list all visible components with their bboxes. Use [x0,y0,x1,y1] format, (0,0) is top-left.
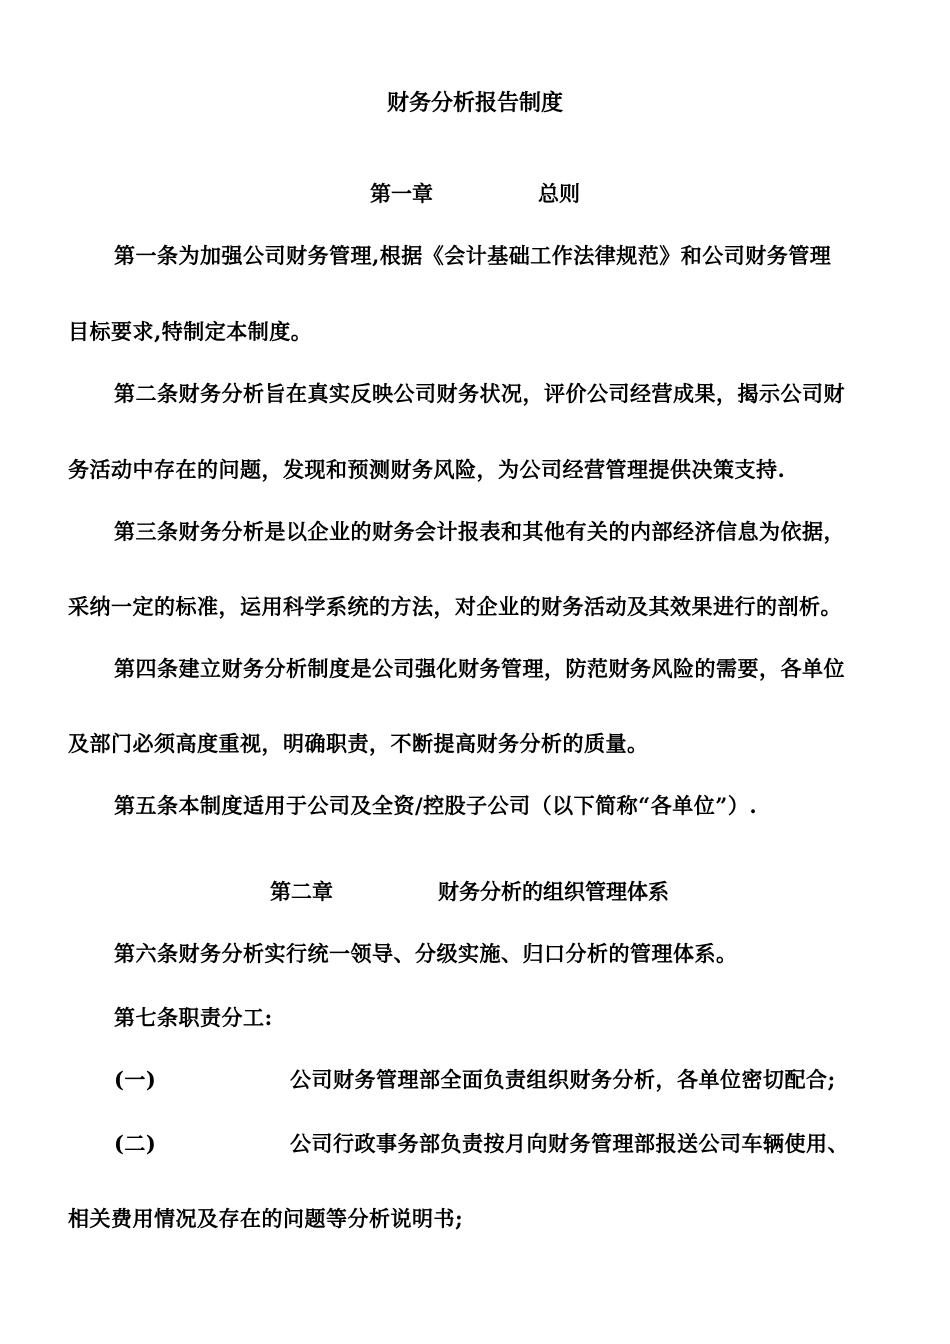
article-6-line: 第六条财务分析实行统一领导、分级实施、归口分析的管理体系。 [114,941,738,966]
item-1-text: 公司财务管理部全面负责组织财务分析，各单位密切配合; [290,1067,836,1092]
article-1-line-1: 第一条为加强公司财务管理,根据《会计基础工作法律规范》和公司财务管理 [114,243,832,268]
document-title: 财务分析报告制度 [386,90,563,116]
article-5-line: 第五条本制度适用于公司及全资/控股子公司（以下简称“各单位”）. [114,793,758,818]
article-2-line-2: 务活动中存在的问题，发现和预测财务风险，为公司经营管理提供决策支持. [68,457,786,482]
item-2-text: 公司行政事务部负责按月向财务管理部报送公司车辆使用、 [290,1131,849,1156]
item-2-label: (二) [114,1131,157,1156]
article-3-line-2: 采纳一定的标准，运用科学系统的方法，对企业的财务活动及其效果进行的剖析。 [68,594,842,619]
chapter-2-name: 财务分析的组织管理体系 [438,879,669,904]
article-1-line-2: 目标要求,特制定本制度。 [68,319,313,344]
article-7-line: 第七条职责分工: [114,1005,273,1030]
article-4-line-2: 及部门必须高度重视，明确职责，不断提高财务分析的质量。 [68,731,649,756]
item-2-continuation: 相关费用情况及存在的问题等分析说明书; [68,1206,464,1231]
chapter-1-number: 第一章 [370,181,433,206]
article-2-line-1: 第二条财务分析旨在真实反映公司财务状况，评价公司经营成果，揭示公司财 [114,381,845,406]
chapter-1-name: 总则 [538,181,580,206]
article-3-line-1: 第三条财务分析是以企业的财务会计报表和其他有关的内部经济信息为依据， [114,519,845,544]
article-4-line-1: 第四条建立财务分析制度是公司强化财务管理，防范财务风险的需要，各单位 [114,656,845,681]
item-1-label: (一) [114,1067,157,1092]
chapter-2-number: 第二章 [270,879,333,904]
